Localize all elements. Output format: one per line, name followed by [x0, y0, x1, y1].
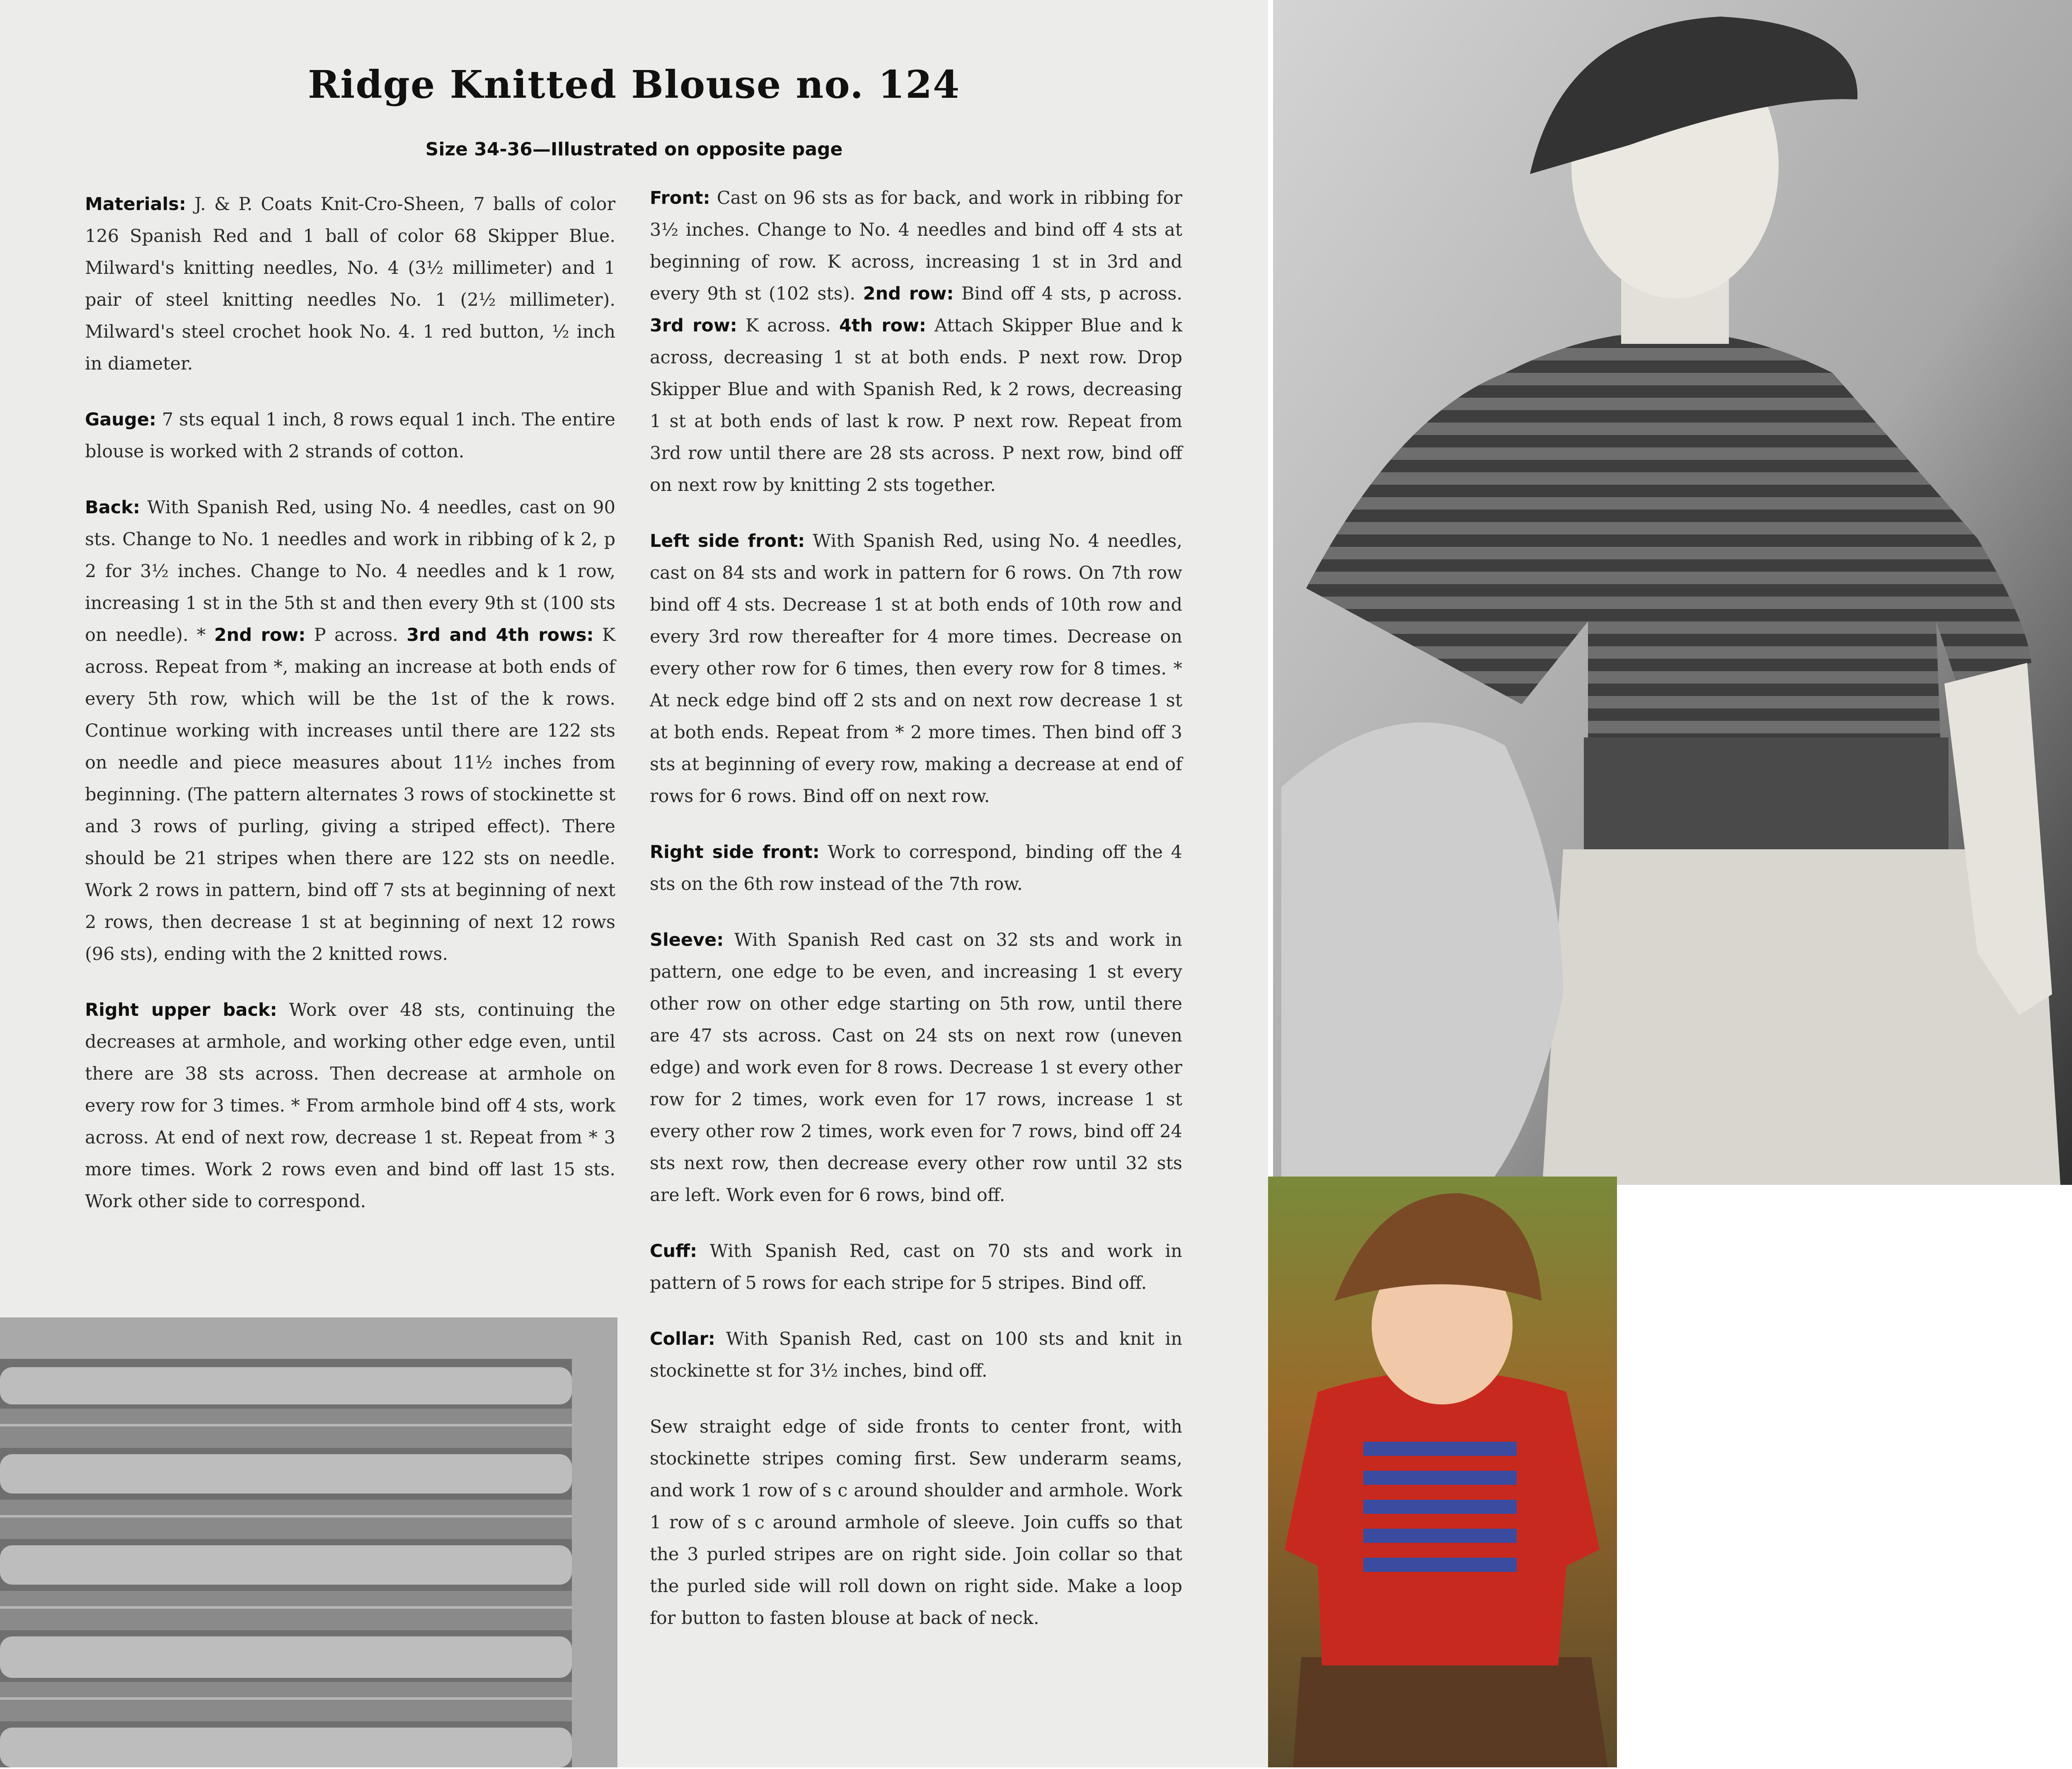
section-text: Work to correspond, binding off the 4 sts on the 6th row instead of the 7th row. — [650, 842, 1182, 894]
section-text: Cast on 96 sts as for back, and work in ribbing for 3½ inches. Change to No. 4 needles and bind off 4 sts at beginning of row. K across, increasing 1 st in 3rd and every 9th st (102 sts). 2nd row: Bind off 4 sts, p across. 3rd row: K across. 4th row: Attach Skipper Blue and k across, decreasing 1 st at both ends. P next row. Drop Skipper Blue and with Spanish Red, k 2 rows, decreasing 1 st at both ends of last k row. P next row. Repeat from 3rd row until there are 28 sts across. P next row, bind off on next row by knitting 2 sts together. — [650, 188, 1183, 495]
section-label: Sleeve: — [650, 930, 724, 950]
section-label: Right side front: — [650, 842, 820, 863]
left-instructions-column — [85, 188, 615, 1242]
section-label: Right upper back: — [85, 1000, 277, 1020]
right-section — [650, 1235, 1182, 1299]
left-section — [85, 994, 615, 1218]
section-label: Materials: — [85, 194, 186, 215]
woman-in-red-blouse-image — [1268, 1177, 1617, 1767]
right-section — [650, 1323, 1182, 1387]
section-text: With Spanish Red, using No. 4 needles, cast on 84 sts and work in pattern for 6 rows. On 7th row bind off 4 sts. Decrease 1 st at both ends of 10th row and every 3rd row thereafter for 4 more times. Decrease on every other row for 6 times, then every row for 8 times. * At neck edge bind off 2 sts and on next row decrease 1 st at both ends. Repeat from * 2 more times. Then bind off 3 sts at beginning of every row, making a decrease at end of rows for 6 rows. Bind off on next row. — [650, 531, 1182, 807]
right-section — [650, 1411, 1182, 1634]
section-text: Sew straight edge of side fronts to center front, with stockinette stripes coming first. Sew underarm seams, and work 1 row of s c around shoulder and armhole. Work 1 row of s c around armhole of sleeve. Join cuffs so that the 3 purled stripes are on right side. Join collar so that the purled side will roll down on right side. Make a loop for button to fasten blouse at back of neck. — [650, 1416, 1182, 1629]
section-text: With Spanish Red, using No. 4 needles, cast on 90 sts. Change to No. 1 needles and work in ribbing of k 2, p 2 for 3½ inches. Change to No. 4 needles and k 1 row, increasing 1 st in the 5th st and then every 9th st (100 sts on needle). * 2nd row: P across. 3rd and 4th rows: K across. Repeat from *, making an increase at both ends of every 5th row, which will be the 1st of the k rows. Continue working with increases until there are 122 sts on needle and piece measures about 11½ inches from beginning. (The pattern alternates 3 rows of stockinette st and 3 rows of purling, giving a striped effect). There should be 21 stripes when there are 122 sts on needle. Work 2 rows in pattern, bind off 7 sts at beginning of next 2 rows, then decrease 1 st at beginning of next 12 rows (96 sts), ending with the 2 knitted rows. — [85, 497, 615, 964]
section-label: Front: — [650, 188, 710, 208]
section-text: With Spanish Red, cast on 70 sts and work in pattern of 5 rows for each stripe for 5 stripes. Bind off. — [650, 1241, 1182, 1293]
section-label: Back: — [85, 497, 140, 518]
right-section — [650, 836, 1182, 900]
pattern-title: Ridge Knitted Blouse no. 124 — [307, 62, 961, 107]
section-text: Work over 48 sts, continuing the decreases at armhole, and working other edge even, until there are 38 sts across. Then decrease at armhole on every row for 3 times. * From armhole bind off 4 sts, work across. At end of next row, decrease 1 st. Repeat from * 3 more times. Work 2 rows even and bind off last 15 sts. Work other side to correspond. — [85, 1000, 615, 1212]
right-instructions-column — [650, 182, 1182, 1658]
right-section — [650, 182, 1182, 501]
section-label: Gauge: — [85, 409, 157, 430]
section-label: Cuff: — [650, 1241, 697, 1262]
left-section — [85, 492, 615, 970]
woman-in-striped-blouse-image — [1273, 0, 2072, 1185]
knit-ridge-swatch-image — [0, 1317, 617, 1767]
section-label: Collar: — [650, 1329, 715, 1349]
section-text: 7 sts equal 1 inch, 8 rows equal 1 inch. The entire blouse is worked with 2 strands of cotton. — [85, 409, 616, 462]
left-section — [85, 404, 615, 468]
model-photo-black-white — [1273, 0, 2072, 1185]
section-text: With Spanish Red cast on 32 sts and work in pattern, one edge to be even, and increasing 1 st every other row on other edge starting on 5th row, until there are 47 sts across. Cast on 24 sts on next row (uneven edge) and work even for 8 rows. Decrease 1 st every other row for 2 times, work even for 17 rows, increase 1 st every other row 2 times, work even for 7 rows, bind off 24 sts next row, then decrease every other row until 32 sts are left. Work even for 6 rows, bind off. — [650, 930, 1182, 1206]
section-text: J. & P. Coats Knit-Cro-Sheen, 7 balls of color 126 Spanish Red and 1 ball of color 68 Skipper Blue. Milward's knitting needles, No. 4 (3½ millimeter) and 1 pair of steel knitting needles No. 1 (2½ millimeter). Milward's steel crochet hook No. 4. 1 red button, ½ inch in diameter. — [85, 194, 616, 374]
right-section — [650, 525, 1182, 812]
section-text: With Spanish Red, cast on 100 sts and knit in stockinette st for 3½ inches, bind off. — [650, 1329, 1183, 1381]
section-label: Left side front: — [650, 531, 805, 551]
left-section — [85, 188, 615, 380]
stitch-swatch-photo — [0, 1317, 617, 1767]
right-section — [650, 924, 1182, 1211]
pattern-subtitle: Size 34-36—Illustrated on opposite page — [425, 139, 843, 160]
model-photo-color — [1268, 1177, 1617, 1767]
